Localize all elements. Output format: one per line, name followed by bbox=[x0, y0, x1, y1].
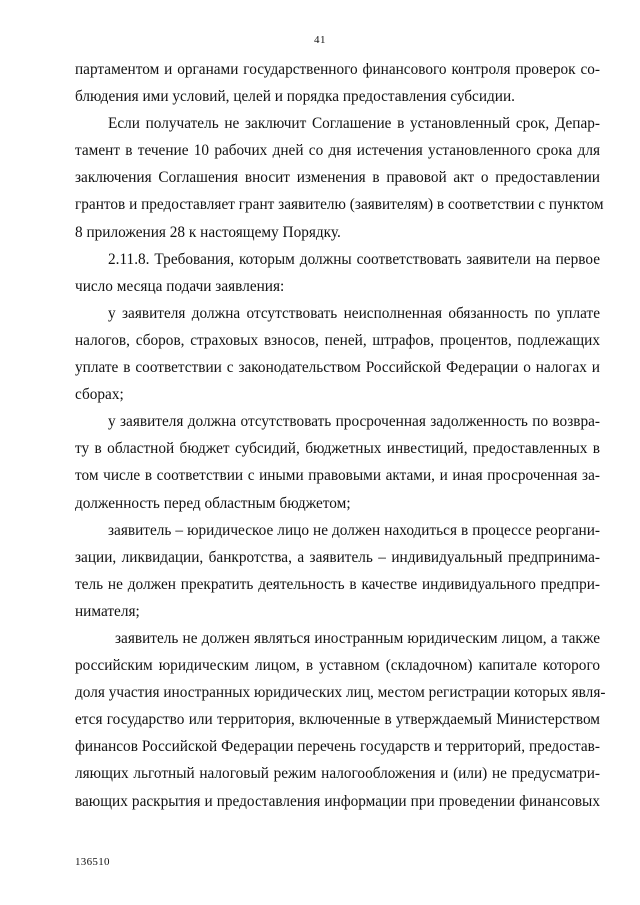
paragraph-continuation bbox=[75, 56, 600, 110]
text-line: у заявителя должна отсутствовать просроченная задолженность по возвра- bbox=[108, 413, 600, 431]
text-line: ту в областной бюджет субсидий, бюджетных инвестиций, предоставленных в bbox=[75, 440, 600, 458]
page-number: 41 bbox=[314, 34, 326, 46]
text-line: партаментом и органами государственного финансового контроля проверок со- bbox=[75, 61, 600, 78]
text-line: уплате в соответствии с законодательством Российской Федерации о налогах и bbox=[75, 359, 600, 377]
paragraph-requirement-debt bbox=[75, 408, 600, 516]
text-line: доля участия иностранных юридических лиц, местом регистрации которых явля- bbox=[75, 684, 606, 702]
text-line: заявитель не должен являться иностранным юридическим лицом, а также bbox=[115, 629, 600, 647]
text-line: финансов Российской Федерации перечень государств и территорий, предостав- bbox=[75, 738, 600, 756]
text-line: заявитель – юридическое лицо не должен находиться в процессе реоргани- bbox=[108, 521, 600, 539]
text-line: зации, ликвидации, банкротства, а заявитель – индивидуальный предпринима- bbox=[75, 548, 600, 566]
text-line: нимателя; bbox=[75, 602, 140, 620]
text-line: налогов, сборов, страховых взносов, пеней, штрафов, процентов, подлежащих bbox=[75, 331, 600, 349]
text-line: Если получатель не заключит Соглашение в установленный срок, Депар- bbox=[108, 115, 600, 133]
text-line: том числе в соответствии с иными правовыми актами, и иная просроченная за- bbox=[75, 467, 600, 485]
text-line: заключения Соглашения вносит изменения в правовой акт о предоставлении bbox=[75, 169, 600, 187]
text-line: блюдения ими условий, целей и порядка предоставления субсидии. bbox=[75, 88, 516, 106]
paragraph-requirement-reorganization bbox=[75, 517, 600, 625]
document-code: 136510 bbox=[75, 856, 110, 868]
text-line: ляющих льготный налоговый режим налогообложения и (или) не предусматри- bbox=[75, 765, 600, 783]
paragraph-agreement bbox=[75, 110, 604, 245]
text-line: 8 приложения 28 к настоящему Порядку. bbox=[75, 223, 341, 241]
text-line: вающих раскрытия и предоставления информации при проведении финансовых bbox=[75, 792, 600, 810]
text-line: 2.11.8. Требования, которым должны соответствовать заявители на первое bbox=[108, 250, 600, 268]
text-line: сборах; bbox=[75, 386, 124, 404]
text-line: тамент в течение 10 рабочих дней со дня истечения установленного срока для bbox=[75, 142, 600, 160]
paragraph-requirement-taxes bbox=[75, 300, 600, 408]
text-line: долженность перед областным бюджетом; bbox=[75, 494, 351, 512]
text-line: число месяца подачи заявления: bbox=[75, 277, 285, 295]
text-line: тель не должен прекратить деятельность в качестве индивидуального предпри- bbox=[75, 575, 600, 593]
document-body bbox=[75, 56, 606, 815]
text-line: российским юридическим лицом, в уставном (складочном) капитале которого bbox=[75, 657, 600, 675]
text-line: у заявителя должна отсутствовать неисполненная обязанность по уплате bbox=[108, 304, 600, 322]
text-line: ется государство или территория, включенные в утверждаемый Министерством bbox=[75, 711, 600, 729]
paragraph-requirement-foreign bbox=[75, 625, 606, 815]
paragraph-requirements-heading bbox=[75, 246, 600, 300]
text-line: грантов и предоставляет грант заявителю (заявителям) в соответствии с пунктом bbox=[75, 196, 604, 214]
